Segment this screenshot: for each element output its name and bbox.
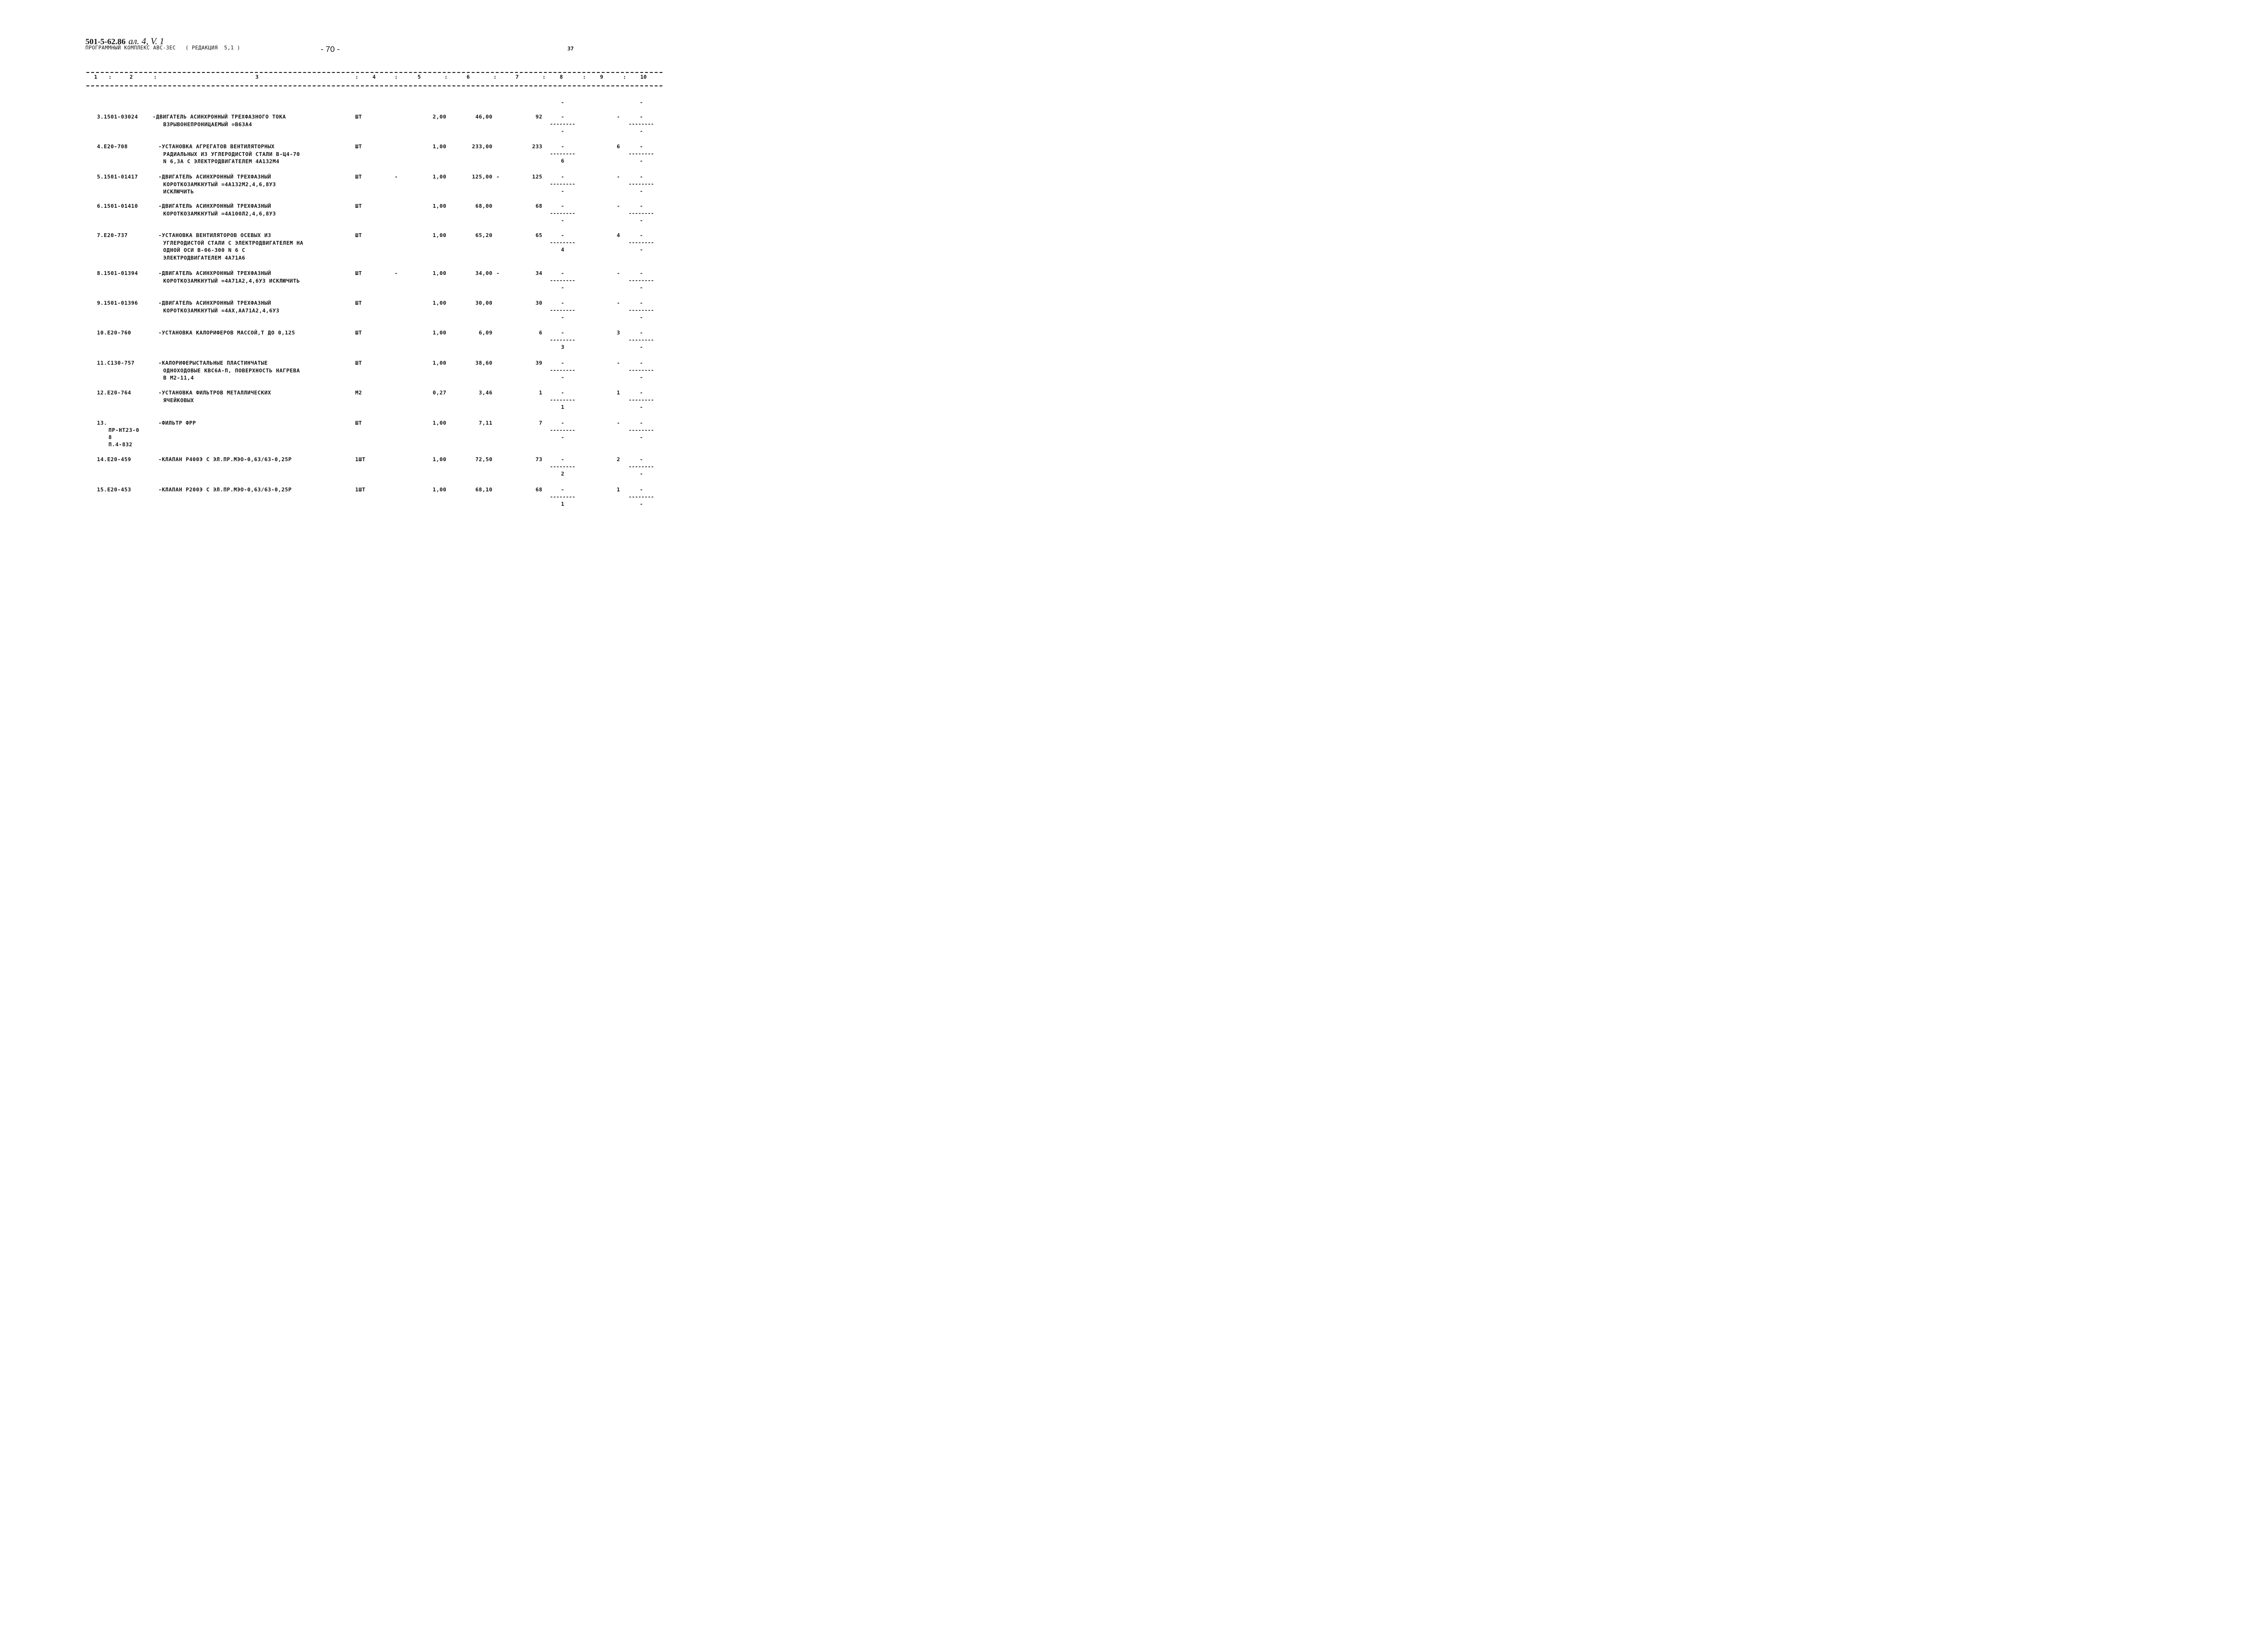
row-col10 <box>622 203 660 224</box>
row-description: КОРОТКОЗАМКНУТЫЙ =4А132М2,4,6,8УЗ <box>163 181 276 188</box>
fraction-rule: -------- <box>550 397 576 403</box>
row-col8 <box>543 203 582 224</box>
row-quantity: 1,00 <box>432 360 446 366</box>
row-col8 <box>543 389 582 411</box>
row-description: ЯЧЕЙКОВЫХ <box>163 397 194 404</box>
col-header-2: 2 <box>130 74 133 80</box>
fraction-rule: -------- <box>628 121 654 127</box>
program-title: ПРОГРАММНЫЙ КОМПЛЕКС АВС-ЗЕС ( РЕДАКЦИЯ 5,1 ) <box>85 45 240 51</box>
row-col10-bottom: - <box>639 285 643 291</box>
row-col9: - <box>616 360 620 366</box>
col-separator: : <box>583 74 586 80</box>
row-col8-bottom: - <box>561 434 564 441</box>
row-price: 46,00 <box>475 114 492 120</box>
row-col10 <box>622 456 660 477</box>
row-col9: 2 <box>616 456 620 463</box>
row-quantity: 1,00 <box>432 143 446 150</box>
row-description: N 6,3А С ЭЛЕКТРОДВИГАТЕЛЕМ 4А132М4 <box>163 158 280 165</box>
row-code-extra: ПР-НТ23-0 <box>108 427 140 433</box>
row-description: -ДВИГАТЕЛЬ АСИНХРОННЫЙ ТРЕХФАЗНОГО ТОКА <box>153 114 286 120</box>
row-col10-bottom: - <box>639 188 643 194</box>
row-col9: 3 <box>616 330 620 336</box>
col-header-5: 5 <box>418 74 421 80</box>
row-col8-top: - <box>561 270 564 276</box>
row-unit: ШТ <box>355 174 362 180</box>
row-code: 5.1501-01417 <box>97 174 138 180</box>
row-col10 <box>622 232 660 253</box>
row-col9: - <box>616 420 620 426</box>
row-col10-top: - <box>639 270 643 276</box>
fraction-rule: -------- <box>550 151 576 157</box>
row-total: 233 <box>532 143 542 150</box>
row-col10-top: - <box>639 360 643 366</box>
fraction-rule: -------- <box>628 397 654 403</box>
row-description: -ДВИГАТЕЛЬ АСИНХРОННЫЙ ТРЕХФАЗНЫЙ <box>158 300 272 306</box>
row-total: 7 <box>539 420 542 426</box>
row-col10-bottom: - <box>639 404 643 410</box>
col-header-6: 6 <box>467 74 470 80</box>
row-col9: 1 <box>616 487 620 493</box>
fraction-rule: -------- <box>628 210 654 216</box>
spacer <box>543 106 582 113</box>
col-separator: : <box>108 74 112 80</box>
fraction-rule: -------- <box>628 277 654 284</box>
fraction-rule: -------- <box>628 239 654 246</box>
row-col8-bottom: 6 <box>561 158 564 164</box>
row-col10-bottom: - <box>639 314 643 321</box>
row-description: ОДНОЙ ОСИ В-06-300 N 6 С <box>163 247 245 253</box>
fraction-rule: -------- <box>628 151 654 157</box>
sheet-number: 37 <box>567 46 574 52</box>
row-col10-top: - <box>639 487 643 493</box>
col-separator: : <box>542 74 546 80</box>
fraction-rule: -------- <box>628 307 654 313</box>
row-col8-top: - <box>561 114 564 120</box>
row-price: 125,00 <box>472 174 492 180</box>
row-col9: 4 <box>616 232 620 238</box>
row-code: 8.1501-01394 <box>97 270 138 276</box>
row-col8-bottom: 2 <box>561 471 564 477</box>
row-description: -ФИЛЬТР ФРР <box>158 420 196 426</box>
row-description: РАДИАЛЬНЫХ ИЗ УГЛЕРОДИСТОЙ СТАЛИ В-Ц4-70 <box>163 151 300 157</box>
row-unit: ШТ <box>355 300 362 306</box>
row-unit: ШТ <box>355 232 362 238</box>
fraction-rule: -------- <box>550 121 576 127</box>
row-col8-top: - <box>561 300 564 306</box>
col-separator: : <box>395 74 398 80</box>
row-price: 38,60 <box>475 360 492 366</box>
row-unit: 1ШТ <box>355 487 366 493</box>
row-col8 <box>543 419 582 441</box>
row-col10 <box>622 486 660 508</box>
row-unit: М2 <box>355 390 362 396</box>
col-header-4: 4 <box>372 74 376 80</box>
row-col10-top: - <box>639 390 643 396</box>
row-quantity: 1,00 <box>432 300 446 306</box>
row-col8-top: - <box>561 487 564 493</box>
row-col9: - <box>616 174 620 180</box>
fraction-rule: -------- <box>628 181 654 187</box>
fraction-rule: -------- <box>550 210 576 216</box>
row-col10 <box>622 359 660 381</box>
row-quantity: 1,00 <box>432 232 446 238</box>
col-header-1: 1 <box>94 74 97 80</box>
row-col8-top: - <box>561 232 564 238</box>
row-price: 30,00 <box>475 300 492 306</box>
row-col8 <box>543 232 582 253</box>
col-header-9: 9 <box>600 74 603 80</box>
row-col10-top: - <box>639 232 643 238</box>
row-code: 6.1501-01410 <box>97 203 138 209</box>
row-col8-above: - <box>561 99 564 106</box>
row-description: КОРОТКОЗАМКНУТЫЙ =4АХ,АА71А2,4,6УЗ <box>163 307 280 314</box>
row-price: 68,00 <box>475 203 492 209</box>
page-number: - 70 - <box>321 45 340 54</box>
col-separator: : <box>493 74 497 80</box>
row-col8-bottom: - <box>561 128 564 134</box>
row-price: 7,11 <box>479 420 492 426</box>
fraction-rule: -------- <box>550 337 576 343</box>
row-col8-bottom: - <box>561 374 564 381</box>
col-separator: : <box>623 74 626 80</box>
fraction-rule: -------- <box>628 337 654 343</box>
row-description: В М2-11,4 <box>163 375 194 381</box>
col-separator: : <box>355 74 359 80</box>
table-top-rule <box>86 72 662 73</box>
row-col10 <box>622 419 660 441</box>
row-description: -УСТАНОВКА КАЛОРИФЕРОВ МАССОЙ,Т ДО 0,125 <box>158 330 295 336</box>
row-unit: ШТ <box>355 330 362 336</box>
row-col10-bottom: - <box>639 501 643 507</box>
fraction-rule: -------- <box>628 464 654 470</box>
row-col10-bottom: - <box>639 247 643 253</box>
row-price-mark: - <box>496 174 500 180</box>
row-quantity: 2,00 <box>432 114 446 120</box>
row-total: 68 <box>535 203 542 209</box>
row-code: 7.Е20-737 <box>97 232 128 238</box>
row-unit: ШТ <box>355 420 362 426</box>
fraction-rule: -------- <box>628 367 654 373</box>
row-col10-bottom: - <box>639 128 643 134</box>
row-total: 68 <box>535 487 542 493</box>
row-col10-above: - <box>639 99 643 106</box>
row-col10-bottom: - <box>639 344 643 350</box>
row-code-extra: П.4-832 <box>108 441 132 448</box>
row-col10-top: - <box>639 330 643 336</box>
row-description: -УСТАНОВКА ФИЛЬТРОВ МЕТАЛЛИЧЕСКИХ <box>158 390 272 396</box>
col-separator: : <box>444 74 448 80</box>
row-description: -ДВИГАТЕЛЬ АСИНХРОННЫЙ ТРЕХФАЗНЫЙ <box>158 270 272 276</box>
row-col10 <box>622 143 660 165</box>
fraction-rule: -------- <box>628 494 654 500</box>
row-unit: ШТ <box>355 143 362 150</box>
row-price: 34,00 <box>475 270 492 276</box>
row-description: ВЗРЫВОНЕПРОНИЦАЕМЫЙ =В63А4 <box>163 121 252 128</box>
col-header-8: 8 <box>560 74 563 80</box>
row-unit: ШТ <box>355 114 362 120</box>
row-col8-top: - <box>561 390 564 396</box>
row-col8 <box>543 99 582 135</box>
row-total: 39 <box>535 360 542 366</box>
row-total: 125 <box>532 174 542 180</box>
row-col10 <box>622 270 660 291</box>
row-col8-top: - <box>561 360 564 366</box>
row-description: -КЛАПАН Р400Э С ЭЛ.ПР.МЭО-0,63/63-0,25Р <box>158 456 292 463</box>
row-col10 <box>622 99 660 135</box>
col-separator: : <box>154 74 157 80</box>
row-col8 <box>543 486 582 508</box>
row-col8-top: - <box>561 203 564 209</box>
row-col8 <box>543 270 582 291</box>
row-col8-top: - <box>561 143 564 150</box>
row-total: 92 <box>535 114 542 120</box>
row-col10 <box>622 389 660 411</box>
row-col10-top: - <box>639 143 643 150</box>
fraction-rule: -------- <box>550 464 576 470</box>
row-total: 6 <box>539 330 542 336</box>
fraction-rule: -------- <box>550 494 576 500</box>
row-quantity: 1,00 <box>432 456 446 463</box>
row-col8-bottom: 3 <box>561 344 564 350</box>
row-col9: 1 <box>616 390 620 396</box>
row-col8 <box>543 329 582 351</box>
row-col8-bottom: 1 <box>561 404 564 410</box>
row-col8-top: - <box>561 330 564 336</box>
row-col10-bottom: - <box>639 217 643 224</box>
row-code: 15.Е20-453 <box>97 487 132 493</box>
row-col9: 6 <box>616 143 620 150</box>
row-col10-top: - <box>639 174 643 180</box>
row-col8-top: - <box>561 420 564 426</box>
row-col8-top: - <box>561 174 564 180</box>
row-code: 4.Е20-708 <box>97 143 128 150</box>
row-quantity: 1,00 <box>432 487 446 493</box>
row-col8 <box>543 359 582 381</box>
col-header-7: 7 <box>516 74 519 80</box>
row-col10-bottom: - <box>639 434 643 441</box>
table-header-rule <box>86 85 662 86</box>
row-col8 <box>543 173 582 195</box>
row-total: 73 <box>535 456 542 463</box>
row-code: 13. <box>97 420 108 426</box>
row-col8-bottom: - <box>561 285 564 291</box>
row-quantity: 1,00 <box>432 203 446 209</box>
row-col10-top: - <box>639 300 643 306</box>
row-col10-bottom: - <box>639 158 643 164</box>
row-code: 10.Е20-760 <box>97 330 132 336</box>
row-col9: - <box>616 114 620 120</box>
col-header-3: 3 <box>255 74 259 80</box>
row-price: 3,46 <box>479 390 492 396</box>
row-code: 12.Е20-764 <box>97 390 132 396</box>
row-total: 30 <box>535 300 542 306</box>
row-unit: ШТ <box>355 270 362 276</box>
doc-code: 501-5-62.86 ал. 4, V. 1 <box>85 36 165 47</box>
row-col5: - <box>395 270 398 276</box>
row-col9: - <box>616 270 620 276</box>
row-col10-top: - <box>639 420 643 426</box>
row-quantity: 1,00 <box>432 420 446 426</box>
row-description: -ДВИГАТЕЛЬ АСИНХРОННЫЙ ТРЕХФАЗНЫЙ <box>158 174 272 180</box>
row-col8-bottom: 4 <box>561 247 564 253</box>
handwritten-note: ал. 4, V. 1 <box>128 36 165 47</box>
row-col10-bottom: - <box>639 471 643 477</box>
row-unit: ШТ <box>355 360 362 366</box>
row-description: ОДНОХОДОВЫЕ КВС6А-П, ПОВЕРХНОСТЬ НАГРЕВА <box>163 367 300 374</box>
row-col10 <box>622 173 660 195</box>
fraction-rule: -------- <box>550 181 576 187</box>
row-unit: ШТ <box>355 203 362 209</box>
row-code: 11.С130-757 <box>97 360 135 366</box>
row-col8-bottom: - <box>561 314 564 321</box>
row-description: КОРОТКОЗАМКНУТЫЙ =4А100Л2,4,6,8УЗ <box>163 210 276 217</box>
row-price: 72,50 <box>475 456 492 463</box>
row-col10-top: - <box>639 456 643 463</box>
row-col8-bottom: - <box>561 188 564 194</box>
row-unit: 1ШТ <box>355 456 366 463</box>
fraction-rule: -------- <box>550 277 576 284</box>
fraction-rule: -------- <box>550 367 576 373</box>
row-col8 <box>543 143 582 165</box>
row-description: ИСКЛЮЧИТЬ <box>163 189 194 195</box>
row-col9: - <box>616 203 620 209</box>
row-col8-bottom: 1 <box>561 501 564 507</box>
row-description: ЭЛЕКТРОДВИГАТЕЛЕМ 4А71А6 <box>163 254 245 261</box>
row-quantity: 0,27 <box>432 390 446 396</box>
row-price: 6,09 <box>479 330 492 336</box>
row-description: УГЛЕРОДИСТОЙ СТАЛИ С ЭЛЕКТРОДВИГАТЕЛЕМ НА <box>163 239 304 246</box>
fraction-rule: -------- <box>628 427 654 433</box>
row-col5: - <box>395 174 398 180</box>
fraction-rule: -------- <box>550 307 576 313</box>
row-description: -КАЛОРИФЕРЫСТАЛЬНЫЕ ПЛАСТИНЧАТЫЕ <box>158 360 268 366</box>
spacer <box>622 106 660 113</box>
row-total: 34 <box>535 270 542 276</box>
row-total: 1 <box>539 390 542 396</box>
row-col8 <box>543 456 582 477</box>
row-price: 68,10 <box>475 487 492 493</box>
row-quantity: 1,00 <box>432 330 446 336</box>
row-description: КОРОТКОЗАМКНУТЫЙ =4А71А2,4,6УЗ ИСКЛЮЧИТЬ <box>163 277 300 284</box>
row-code: 14.Е20-459 <box>97 456 132 463</box>
row-code: 3.1501-03024 <box>97 114 138 120</box>
row-description: -ДВИГАТЕЛЬ АСИНХРОННЫЙ ТРЕХФАЗНЫЙ <box>158 203 272 209</box>
fraction-rule: -------- <box>550 427 576 433</box>
row-code: 9.1501-01396 <box>97 300 138 306</box>
row-quantity: 1,00 <box>432 270 446 276</box>
row-quantity: 1,00 <box>432 174 446 180</box>
row-col8-top: - <box>561 456 564 463</box>
col-header-10: 10 <box>640 74 647 80</box>
row-description: -УСТАНОВКА АГРЕГАТОВ ВЕНТИЛЯТОРНЫХ <box>158 143 275 150</box>
row-col10-top: - <box>639 203 643 209</box>
row-description: -УСТАНОВКА ВЕНТИЛЯТОРОВ ОСЕВЫХ ИЗ <box>158 232 272 238</box>
row-col10 <box>622 329 660 351</box>
row-price: 233,00 <box>472 143 492 150</box>
row-total: 65 <box>535 232 542 238</box>
row-price: 65,20 <box>475 232 492 238</box>
row-col9: - <box>616 300 620 306</box>
row-col10-top: - <box>639 114 643 120</box>
row-col8 <box>543 299 582 321</box>
row-col10-bottom: - <box>639 374 643 381</box>
row-description: -КЛАПАН Р200Э С ЭЛ.ПР.МЭО-0,63/63-0,25Р <box>158 487 292 493</box>
row-price-mark: - <box>496 270 500 276</box>
row-col10 <box>622 299 660 321</box>
row-col8-bottom: - <box>561 217 564 224</box>
fraction-rule: -------- <box>550 239 576 246</box>
row-code-extra: 8 <box>108 434 112 441</box>
